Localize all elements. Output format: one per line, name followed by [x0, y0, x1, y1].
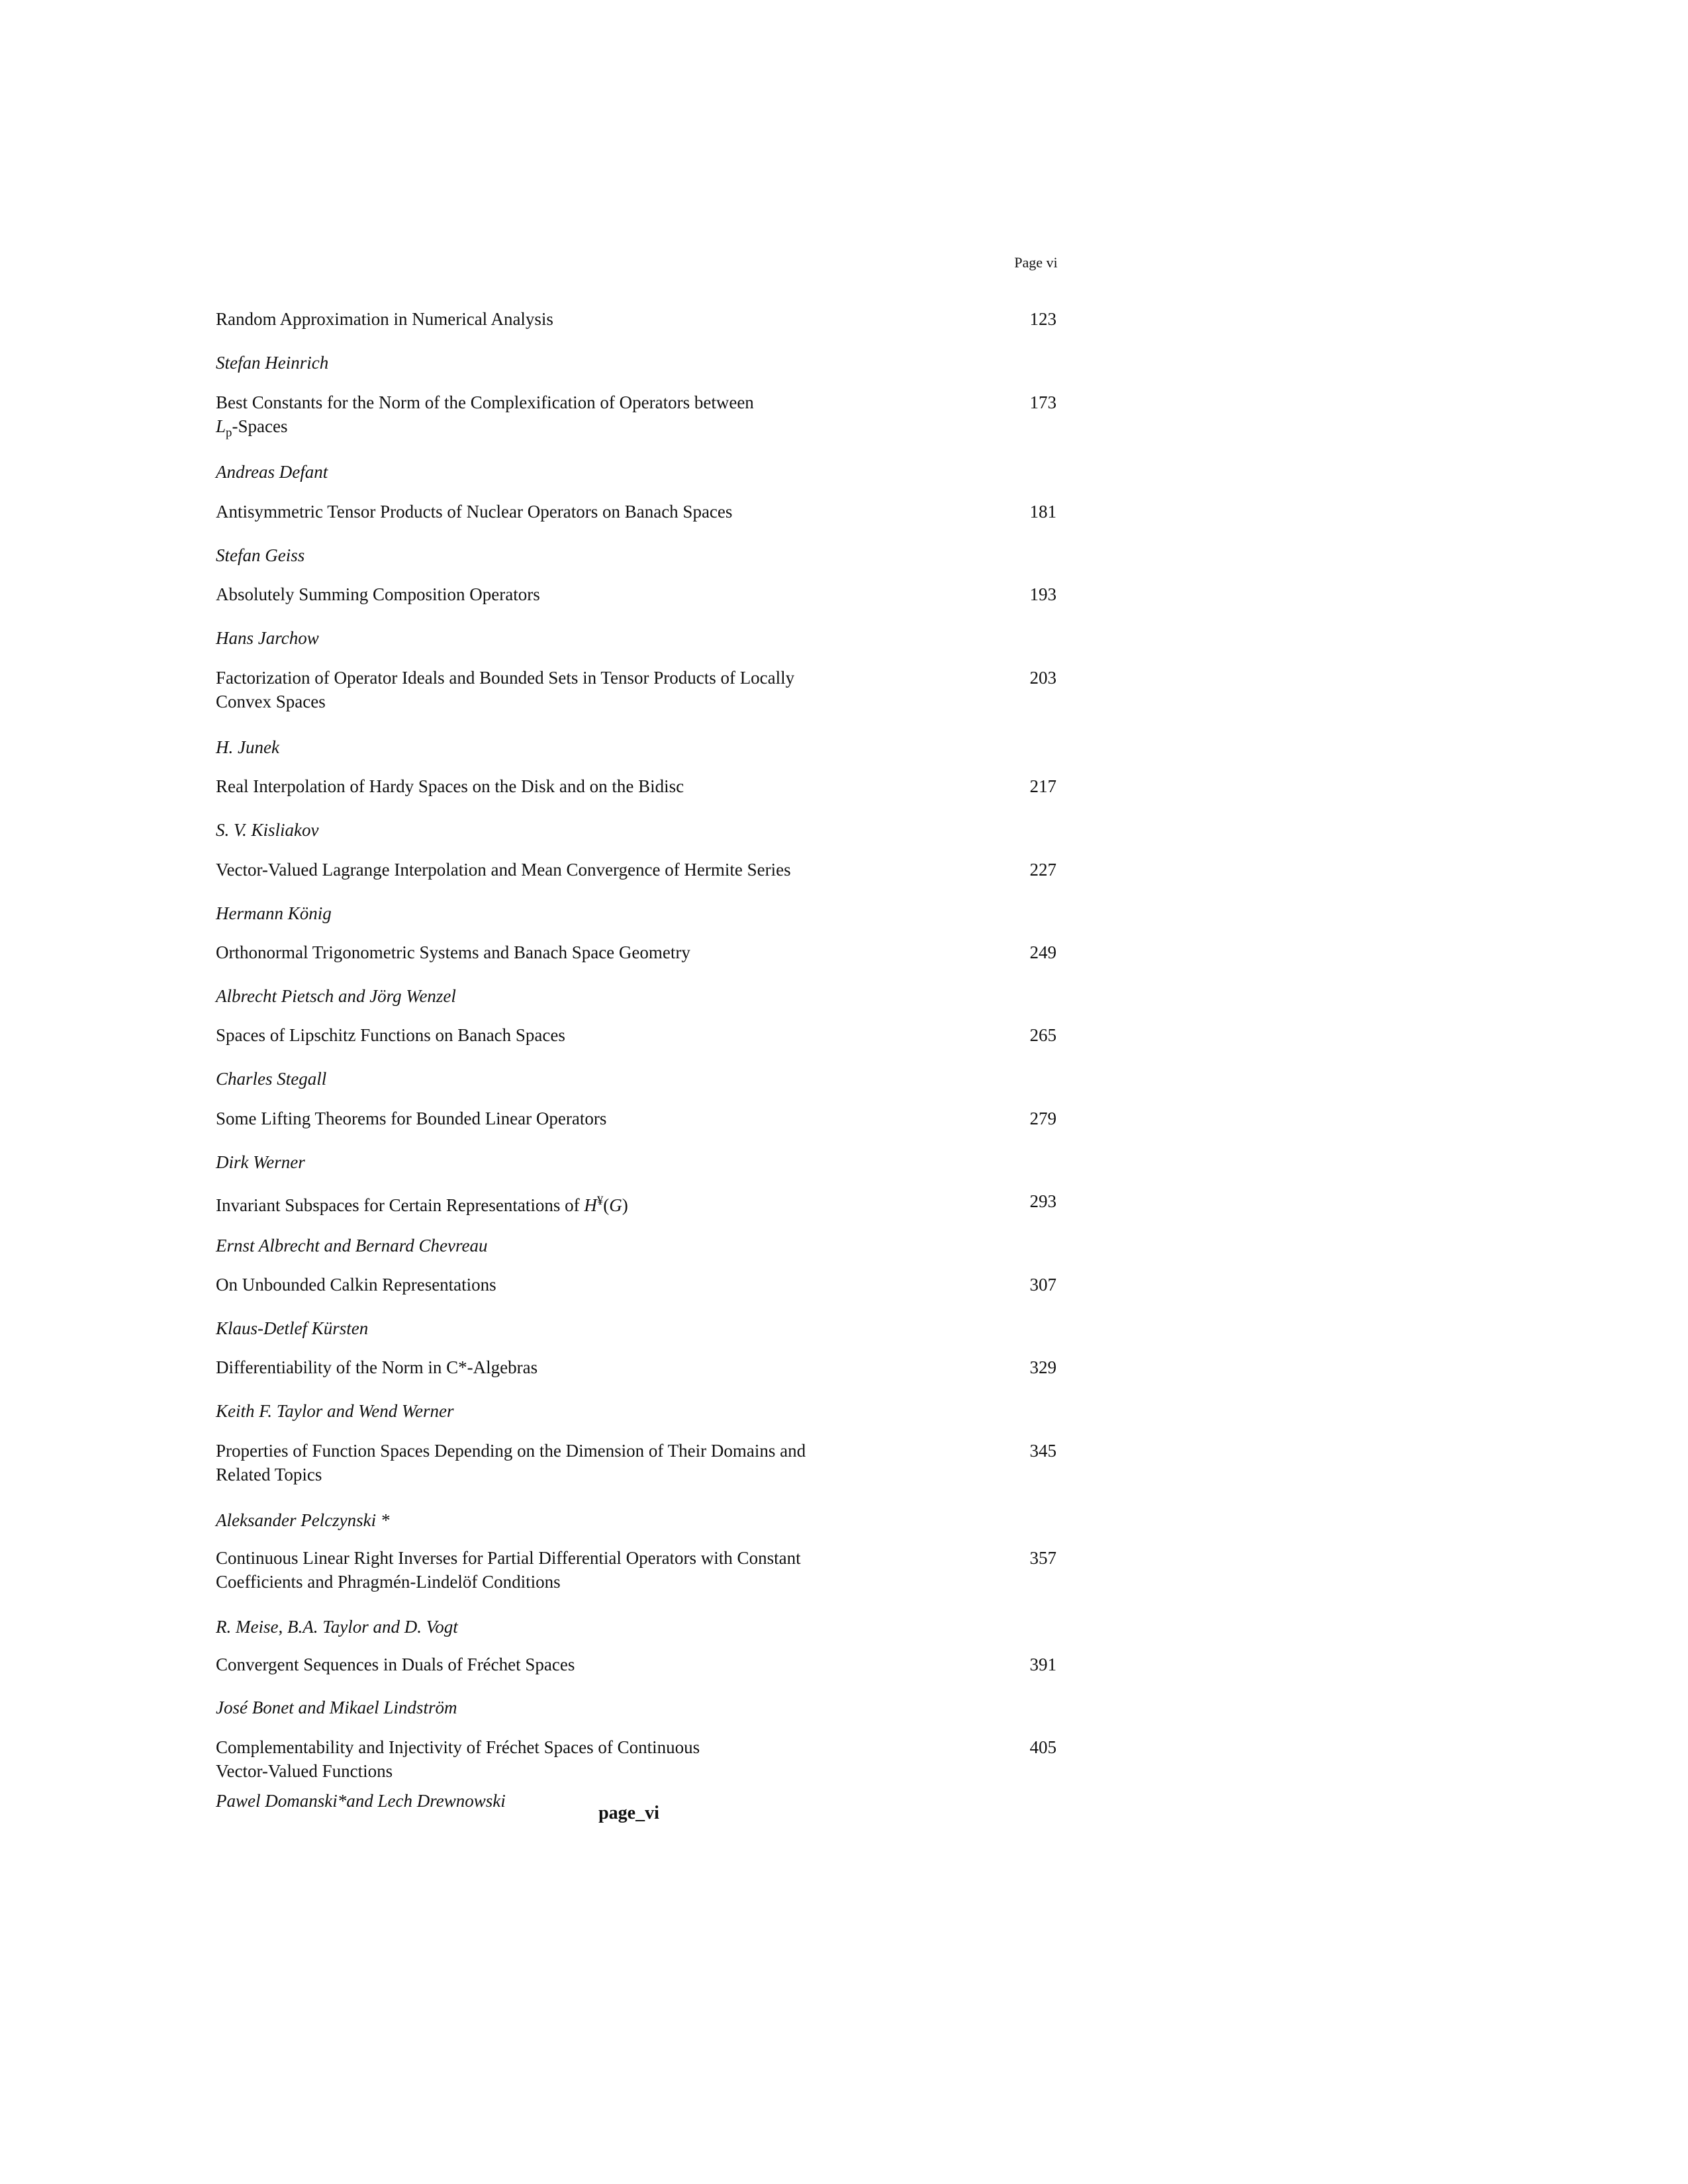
- math-subscript-p: p: [226, 426, 232, 440]
- toc-entry: [216, 1107, 1103, 1130]
- entry-title: Absolutely Summing Composition Operators: [216, 584, 540, 604]
- entry-title: Random Approximation in Numerical Analysis: [216, 309, 553, 329]
- entry-page-number: 249: [1029, 942, 1056, 962]
- math-paren-open: (: [603, 1195, 610, 1215]
- running-header-page-label: Page vi: [1014, 254, 1058, 271]
- toc-entry: [216, 774, 1103, 798]
- entry-author: Stefan Heinrich: [216, 353, 329, 373]
- entry-title: Real Interpolation of Hardy Spaces on the Disk and on the Bidisc: [216, 776, 684, 796]
- entry-title: [216, 1735, 884, 1783]
- entry-page-number: 279: [1029, 1109, 1056, 1128]
- entry-author: Hermann König: [216, 903, 332, 923]
- toc-entry: [216, 666, 1103, 713]
- toc-entry: [216, 1273, 1103, 1297]
- entry-author: H. Junek: [216, 737, 279, 757]
- entry-page-number: 293: [1029, 1191, 1056, 1211]
- toc-entry: [216, 1023, 1103, 1047]
- page-id-footer: page_vi: [598, 1803, 659, 1823]
- math-variable-H: H: [584, 1195, 597, 1215]
- entry-title: Convergent Sequences in Duals of Fréchet Spaces: [216, 1655, 575, 1674]
- entry-page-number: 203: [1029, 668, 1056, 688]
- entry-title-line1: Best Constants for the Norm of the Complexification of Operators between: [216, 392, 754, 412]
- entry-title: [216, 390, 884, 445]
- entry-author: S. V. Kisliakov: [216, 820, 319, 840]
- entry-author: Keith F. Taylor and Wend Werner: [216, 1401, 454, 1421]
- toc-entry: [216, 307, 1103, 331]
- toc-entry: [216, 858, 1103, 882]
- entry-title: Antisymmetric Tensor Products of Nuclear Operators on Banach Spaces: [216, 502, 733, 522]
- entry-title-line2: Related Topics: [216, 1465, 322, 1484]
- entry-title-line2: Coefficients and Phragmén-Lindelöf Conditions: [216, 1572, 561, 1592]
- toc-entry: [216, 582, 1103, 606]
- entry-page-number: 345: [1029, 1441, 1056, 1461]
- entry-page-number: 329: [1029, 1357, 1056, 1377]
- entry-page-number: 193: [1029, 584, 1056, 604]
- entry-title-line1: Properties of Function Spaces Depending on the Dimension of Their Domains and: [216, 1441, 806, 1461]
- entry-author: Ernst Albrecht and Bernard Chevreau: [216, 1236, 488, 1255]
- entry-title-line1: Complementability and Injectivity of Fréchet Spaces of Continuous: [216, 1737, 700, 1757]
- toc-entry: [216, 1653, 1103, 1676]
- math-superscript: ¥: [596, 1194, 604, 1208]
- entry-author: Albrecht Pietsch and Jörg Wenzel: [216, 986, 456, 1006]
- entry-page-number: 227: [1029, 860, 1056, 880]
- entry-title: [216, 666, 884, 713]
- entry-title-line1: Factorization of Operator Ideals and Bounded Sets in Tensor Products of Locally: [216, 668, 795, 688]
- entry-page-number: 265: [1029, 1025, 1056, 1045]
- toc-entry: [216, 500, 1103, 523]
- entry-author: Stefan Geiss: [216, 545, 305, 565]
- entry-title: Some Lifting Theorems for Bounded Linear Operators: [216, 1109, 607, 1128]
- entry-title: Vector-Valued Lagrange Interpolation and Mean Convergence of Hermite Series: [216, 860, 791, 880]
- entry-title: Spaces of Lipschitz Functions on Banach Spaces: [216, 1025, 565, 1045]
- toc-entry: [216, 1546, 1103, 1594]
- entry-author: Aleksander Pelczynski *: [216, 1510, 390, 1530]
- entry-author: José Bonet and Mikael Lindström: [216, 1698, 457, 1717]
- entry-page-number: 181: [1029, 502, 1056, 522]
- entry-page-number: 307: [1029, 1275, 1056, 1295]
- math-variable-G: G: [609, 1195, 622, 1215]
- entry-title: On Unbounded Calkin Representations: [216, 1275, 496, 1295]
- math-paren-close: ): [622, 1195, 628, 1215]
- entry-author: Andreas Defant: [216, 462, 328, 482]
- entry-title-line2: Vector-Valued Functions: [216, 1761, 393, 1781]
- entry-title-line2: -Spaces: [232, 416, 288, 436]
- toc-entry: [216, 1439, 1103, 1486]
- toc-entry: [216, 390, 1103, 445]
- entry-author: Pawel Domanski*and Lech Drewnowski: [216, 1791, 506, 1811]
- entry-title-line2: Convex Spaces: [216, 692, 326, 711]
- toc-entry: [216, 1355, 1103, 1379]
- entry-page-number: 357: [1029, 1548, 1056, 1568]
- toc-entry: [216, 1189, 1103, 1217]
- entry-author: Dirk Werner: [216, 1152, 305, 1172]
- entry-author: R. Meise, B.A. Taylor and D. Vogt: [216, 1617, 458, 1637]
- entry-page-number: 405: [1029, 1737, 1056, 1757]
- entry-author: Klaus-Detlef Kürsten: [216, 1318, 369, 1338]
- entry-title-text: Invariant Subspaces for Certain Representations of: [216, 1195, 585, 1215]
- entry-title: Orthonormal Trigonometric Systems and Banach Space Geometry: [216, 942, 690, 962]
- entry-title: [216, 1439, 884, 1486]
- toc-entry: [216, 1735, 1103, 1783]
- entry-title: [216, 1546, 884, 1594]
- math-variable-L: L: [216, 416, 226, 436]
- entry-page-number: 391: [1029, 1655, 1056, 1674]
- toc-entry: [216, 940, 1103, 964]
- entry-author: Charles Stegall: [216, 1069, 327, 1089]
- entry-page-number: 173: [1029, 392, 1056, 412]
- entry-title-line1: Continuous Linear Right Inverses for Partial Differential Operators with Constant: [216, 1548, 801, 1568]
- entry-title: Differentiability of the Norm in C*-Algebras: [216, 1357, 538, 1377]
- entry-title: [216, 1189, 884, 1217]
- entry-page-number: 217: [1029, 776, 1056, 796]
- entry-author: Hans Jarchow: [216, 628, 319, 648]
- entry-page-number: 123: [1029, 309, 1056, 329]
